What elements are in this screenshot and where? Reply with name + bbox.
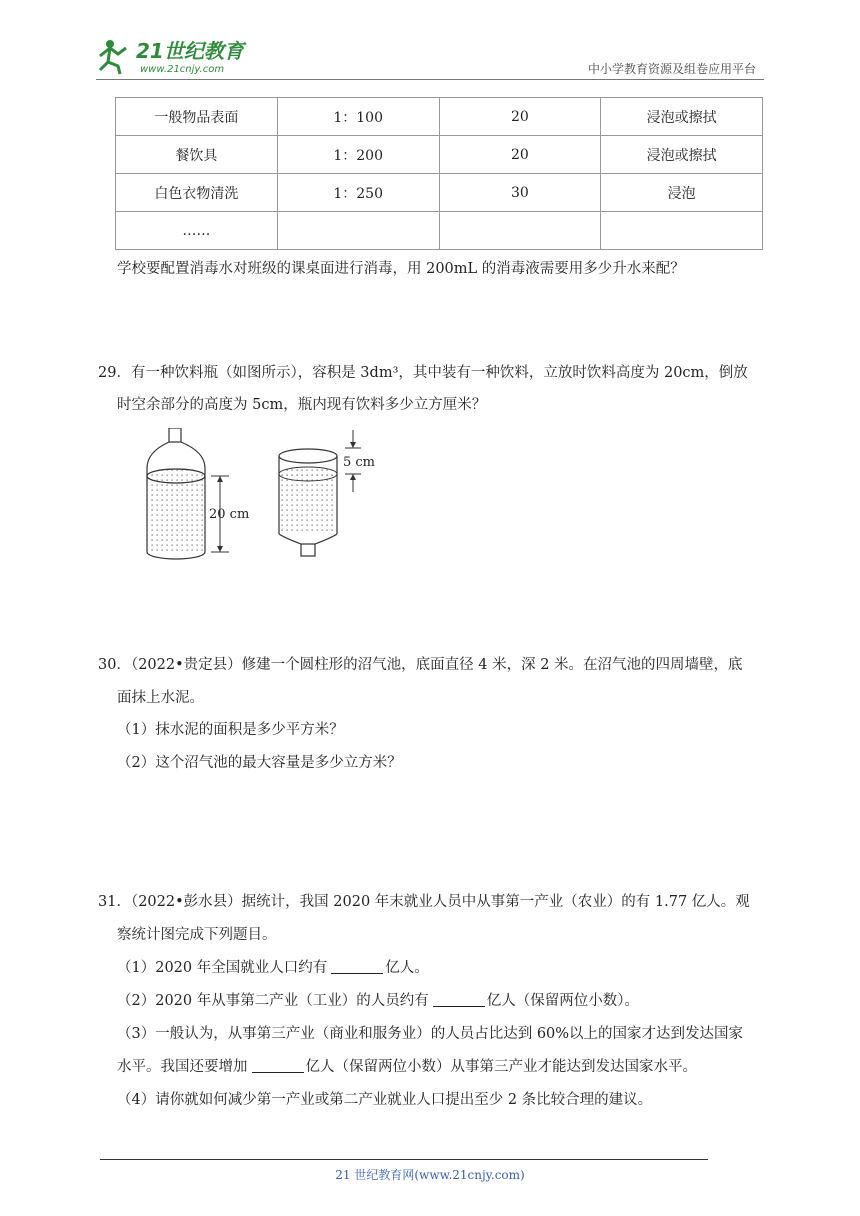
upright-bottle <box>147 428 249 559</box>
site-logo <box>96 34 266 80</box>
table-cell: 一般物品表面 <box>116 98 278 136</box>
table-cell <box>601 212 763 250</box>
q31-sub3-text: 水平。我国还要增加 <box>117 1059 248 1075</box>
gap-label-5cm: 5 cm <box>343 455 376 470</box>
table-row <box>116 212 763 250</box>
q31-sub3-line2 <box>117 1057 697 1077</box>
footer-divider <box>100 1159 708 1160</box>
table-cell: 30 <box>439 174 601 212</box>
q30-line1: 30．（2022•贵定县）修建一个圆柱形的沼气池，底面直径 4 米，深 2 米。在沼气池的四周墙壁，底 <box>98 657 743 673</box>
table-cell <box>277 212 439 250</box>
table-cell: 1：250 <box>277 174 439 212</box>
inverted-bottle <box>279 430 375 556</box>
table-cell: 浸泡或擦拭 <box>601 136 763 174</box>
table-cell <box>439 212 601 250</box>
q31-sub3-line1: （3）一般认为，从事第三产业（商业和服务业）的人员占比达到 60%以上的国家才达到发达国家 <box>117 1026 744 1042</box>
q30-line2: 面抹上水泥。 <box>117 690 204 706</box>
platform-name: 中小学教育资源及组卷应用平台 <box>587 62 756 76</box>
dilution-table <box>115 97 763 250</box>
table-cell: 1：200 <box>277 136 439 174</box>
header-divider <box>96 79 764 80</box>
q30-sub1: （1）抹水泥的面积是多少平方米？ <box>117 722 344 738</box>
q29-line2: 时空余部分的高度为 5cm，瓶内现有饮料多少立方厘米？ <box>117 397 487 413</box>
table-cell: 浸泡 <box>601 174 763 212</box>
q31-sub2 <box>117 991 639 1011</box>
q29-line1: 29．有一种饮料瓶（如图所示），容积是 3dm³，其中装有一种饮料，立放时饮料高度为 20cm，倒放 <box>98 365 748 381</box>
table-cell: 20 <box>439 136 601 174</box>
table-cell: …… <box>116 212 278 250</box>
table-row <box>116 174 763 212</box>
height-label-20cm: 20 cm <box>209 507 250 522</box>
table-row <box>116 136 763 174</box>
q31-line2: 察统计图完成下列题目。 <box>117 927 277 943</box>
answer-blank[interactable] <box>331 959 383 974</box>
q31-line1: 31．（2022•彭水县）据统计，我国 2020 年末就业人员中从事第一产业（农业）的有 1.77 亿人。观 <box>98 894 750 910</box>
table-cell: 1：100 <box>277 98 439 136</box>
footer-text[interactable]: 21 世纪教育网(www.21cnjy.com) <box>335 1168 525 1182</box>
q31-sub4: （4）请你就如何减少第一产业或第二产业就业人口提出至少 2 条比较合理的建议。 <box>117 1092 653 1108</box>
q28-question: 学校要配置消毒水对班级的课桌面进行消毒，用 200mL 的消毒液需要用多少升水来配？ <box>117 261 685 277</box>
table-cell: 白色衣物清洗 <box>116 174 278 212</box>
answer-blank[interactable] <box>433 992 485 1007</box>
table-cell: 20 <box>439 98 601 136</box>
table-cell: 浸泡或擦拭 <box>601 98 763 136</box>
q31-sub2-unit: 亿人（保留两位小数）。 <box>486 993 639 1009</box>
answer-blank[interactable] <box>252 1058 304 1073</box>
q31-sub2-text: （2）2020 年从事第二产业（工业）的人员约有 <box>117 993 429 1009</box>
q31-sub1-text: （1）2020 年全国就业人口约有 <box>117 960 328 976</box>
table-cell: 餐饮具 <box>116 136 278 174</box>
q31-sub1-unit: 亿人。 <box>385 960 429 976</box>
q31-sub1 <box>117 958 429 978</box>
bottle-figure <box>135 428 395 568</box>
q31-sub3-tail: 亿人（保留两位小数）从事第三产业才能达到发达国家水平。 <box>305 1059 697 1075</box>
logo-url: www.21cnjy.com <box>140 64 225 75</box>
q30-sub2: （2）这个沼气池的最大容量是多少立方米？ <box>117 755 402 771</box>
logo-text: 21世纪教育 <box>136 39 244 63</box>
table-row <box>116 98 763 136</box>
